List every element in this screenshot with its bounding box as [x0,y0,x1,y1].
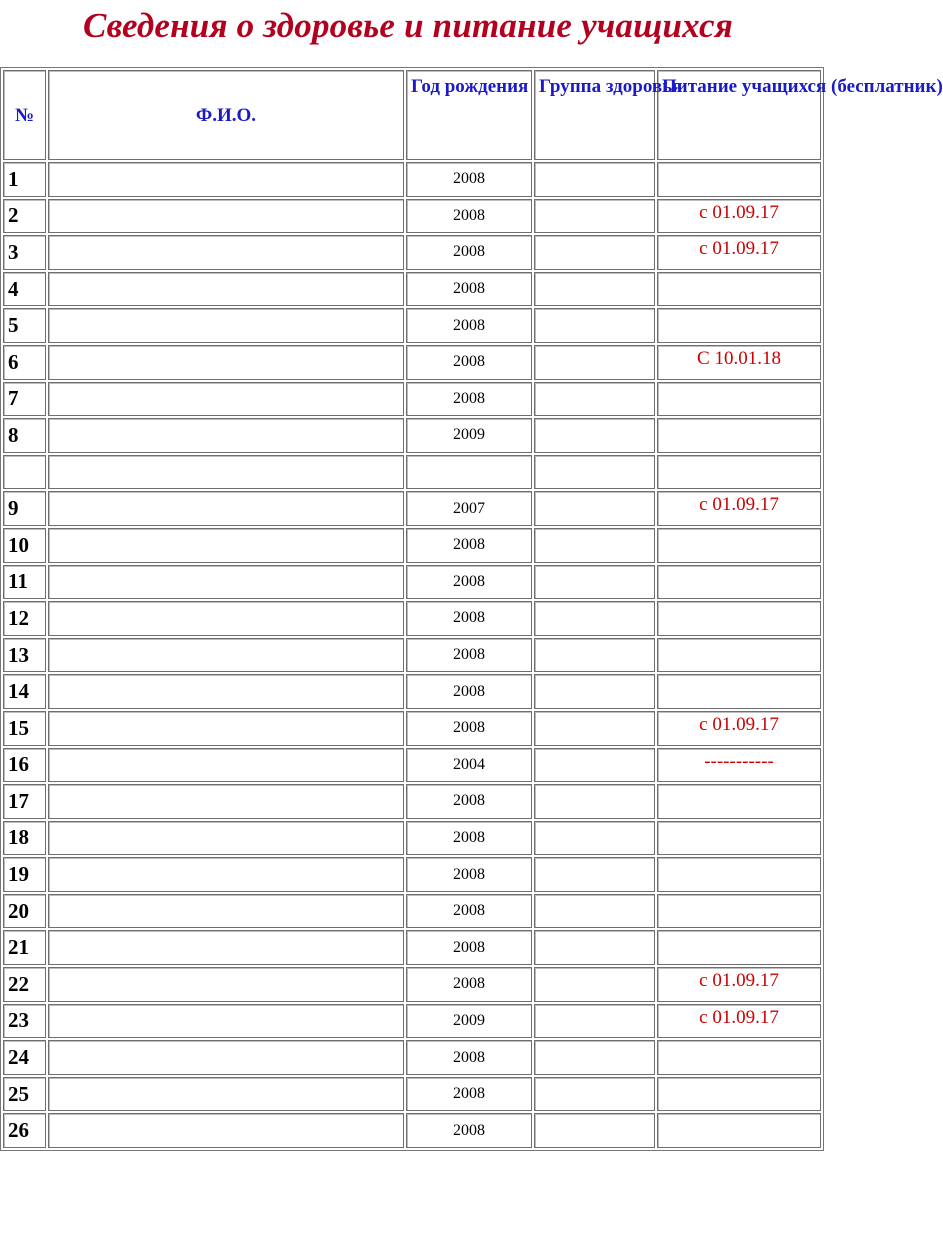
table-row [3,199,821,234]
birth-year-cell: 2008 [406,382,532,417]
table-row [3,784,821,819]
birth-year-cell: 2007 [406,491,532,526]
food-status-cell [657,601,821,636]
fio-cell [48,638,404,673]
row-number-cell: 4 [3,272,46,307]
table-row [3,601,821,636]
column-header-birth-year: Год рождения [406,70,532,160]
page-title: Сведения о здоровье и питание учащихся [83,6,733,45]
food-status-cell [657,455,821,490]
food-status-cell [657,1077,821,1112]
table-row [3,491,821,526]
health-group-cell [534,528,655,563]
table-row [3,967,821,1002]
health-group-cell [534,345,655,380]
health-group-cell [534,455,655,490]
food-status-cell: С 10.01.18 [657,345,821,380]
food-status-cell [657,418,821,453]
health-group-cell [534,601,655,636]
row-number-cell: 8 [3,418,46,453]
birth-year-cell: 2009 [406,418,532,453]
health-group-cell [534,894,655,929]
table-row [3,821,821,856]
health-group-cell [534,674,655,709]
food-status-cell [657,930,821,965]
health-group-cell [534,308,655,343]
fio-cell [48,235,404,270]
table-row [3,894,821,929]
food-status-cell: с 01.09.17 [657,235,821,270]
food-status-cell [657,857,821,892]
row-number-cell: 15 [3,711,46,746]
table-row [3,1040,821,1075]
column-header-number: № [3,70,46,160]
row-number-cell: 24 [3,1040,46,1075]
column-header-health-group: Группа здоровья [534,70,655,160]
table-row [3,638,821,673]
table-row [3,565,821,600]
row-number-cell: 10 [3,528,46,563]
row-number-cell: 3 [3,235,46,270]
food-status-cell: с 01.09.17 [657,491,821,526]
health-group-cell [534,272,655,307]
fio-cell [48,455,404,490]
food-status-cell: с 01.09.17 [657,199,821,234]
row-number-cell: 26 [3,1113,46,1148]
food-status-cell [657,674,821,709]
food-status-cell [657,528,821,563]
row-number-cell: 25 [3,1077,46,1112]
fio-cell [48,930,404,965]
health-group-cell [534,199,655,234]
birth-year-cell: 2008 [406,967,532,1002]
fio-cell [48,821,404,856]
health-group-cell [534,162,655,197]
table-row [3,674,821,709]
fio-cell [48,528,404,563]
row-number-cell: 6 [3,345,46,380]
food-status-cell [657,894,821,929]
birth-year-cell: 2008 [406,1077,532,1112]
table-row [3,1004,821,1039]
table-row [3,748,821,783]
health-group-cell [534,382,655,417]
fio-cell [48,272,404,307]
table-header-row [3,70,821,160]
table-row [3,930,821,965]
birth-year-cell: 2008 [406,857,532,892]
health-group-cell [534,930,655,965]
food-status-cell [657,162,821,197]
birth-year-cell: 2008 [406,894,532,929]
fio-cell [48,382,404,417]
birth-year-cell: 2008 [406,601,532,636]
fio-cell [48,491,404,526]
row-number-cell: 19 [3,857,46,892]
birth-year-cell: 2008 [406,674,532,709]
table-row [3,418,821,453]
birth-year-cell: 2008 [406,308,532,343]
health-group-cell [534,1004,655,1039]
birth-year-cell: 2008 [406,638,532,673]
row-number-cell: 9 [3,491,46,526]
birth-year-cell: 2008 [406,345,532,380]
health-group-cell [534,565,655,600]
fio-cell [48,894,404,929]
health-group-cell [534,821,655,856]
birth-year-cell: 2008 [406,1040,532,1075]
fio-cell [48,1004,404,1039]
row-number-cell: 2 [3,199,46,234]
birth-year-cell: 2008 [406,528,532,563]
fio-cell [48,857,404,892]
fio-cell [48,162,404,197]
fio-cell [48,674,404,709]
health-group-cell [534,418,655,453]
table-row [3,235,821,270]
table-row [3,1077,821,1112]
column-header-food: Питание учащихся (бесплатник) [657,70,821,160]
health-group-cell [534,1040,655,1075]
birth-year-cell: 2008 [406,930,532,965]
table-row [3,455,821,490]
birth-year-cell: 2008 [406,199,532,234]
row-number-cell: 5 [3,308,46,343]
fio-cell [48,1113,404,1148]
health-group-cell [534,235,655,270]
food-status-cell [657,382,821,417]
row-number-cell: 13 [3,638,46,673]
fio-cell [48,199,404,234]
health-group-cell [534,1077,655,1112]
birth-year-cell: 2008 [406,784,532,819]
health-group-cell [534,491,655,526]
birth-year-cell: 2008 [406,1113,532,1148]
row-number-cell: 23 [3,1004,46,1039]
health-group-cell [534,967,655,1002]
row-number-cell: 18 [3,821,46,856]
row-number-cell: 7 [3,382,46,417]
fio-cell [48,748,404,783]
food-status-cell [657,638,821,673]
fio-cell [48,601,404,636]
birth-year-cell: 2008 [406,565,532,600]
food-status-cell [657,1113,821,1148]
fio-cell [48,1040,404,1075]
table-body [3,162,821,1148]
row-number-cell: 14 [3,674,46,709]
birth-year-cell [406,455,532,490]
table-row [3,1113,821,1148]
row-number-cell: 16 [3,748,46,783]
food-status-cell [657,272,821,307]
birth-year-cell: 2004 [406,748,532,783]
food-status-cell: с 01.09.17 [657,711,821,746]
food-status-cell: ----------- [657,748,821,783]
fio-cell [48,418,404,453]
food-status-cell: с 01.09.17 [657,967,821,1002]
fio-cell [48,967,404,1002]
row-number-cell: 1 [3,162,46,197]
food-status-cell [657,308,821,343]
birth-year-cell: 2008 [406,821,532,856]
row-number-cell: 12 [3,601,46,636]
table-row [3,857,821,892]
table-row [3,272,821,307]
health-group-cell [534,1113,655,1148]
fio-cell [48,308,404,343]
students-table [0,67,943,1151]
food-status-cell: с 01.09.17 [657,1004,821,1039]
table-row [3,528,821,563]
table-row [3,345,821,380]
table-row [3,382,821,417]
food-status-cell [657,821,821,856]
health-group-cell [534,784,655,819]
birth-year-cell: 2009 [406,1004,532,1039]
row-number-cell [3,455,46,490]
table-row [3,711,821,746]
food-status-cell [657,784,821,819]
table-row [3,162,821,197]
column-header-fio: Ф.И.О. [48,70,404,160]
row-number-cell: 17 [3,784,46,819]
birth-year-cell: 2008 [406,162,532,197]
health-group-cell [534,638,655,673]
row-number-cell: 20 [3,894,46,929]
food-status-cell [657,1040,821,1075]
health-group-cell [534,711,655,746]
health-group-cell [534,857,655,892]
row-number-cell: 11 [3,565,46,600]
health-group-cell [534,748,655,783]
birth-year-cell: 2008 [406,272,532,307]
fio-cell [48,711,404,746]
row-number-cell: 21 [3,930,46,965]
fio-cell [48,1077,404,1112]
birth-year-cell: 2008 [406,711,532,746]
row-number-cell: 22 [3,967,46,1002]
birth-year-cell: 2008 [406,235,532,270]
fio-cell [48,565,404,600]
food-status-cell [657,565,821,600]
table-row [3,308,821,343]
fio-cell [48,784,404,819]
fio-cell [48,345,404,380]
